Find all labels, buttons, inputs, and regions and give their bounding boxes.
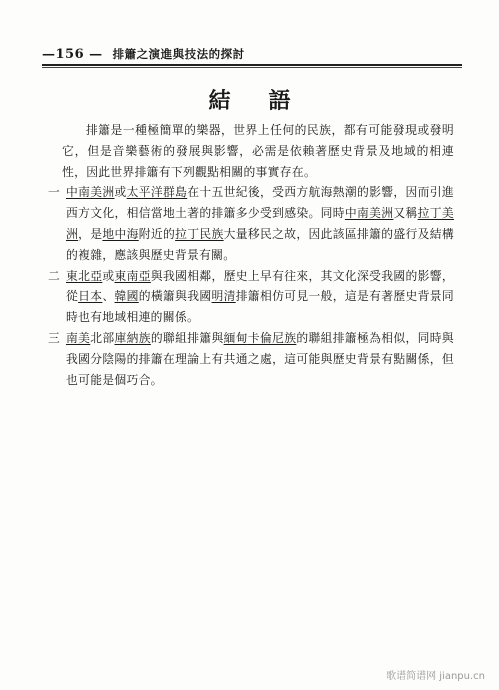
text-segment: 東北亞 [66, 268, 103, 283]
watermark: 歌谱简谱网 jianpu.cn [386, 671, 485, 682]
text-segment: 拉丁民族 [175, 226, 224, 241]
text-segment: 又稱 [393, 206, 418, 221]
text-segment: 或 [102, 268, 115, 283]
item-2-text [66, 269, 454, 325]
page-number: —156 — [42, 47, 103, 62]
text-segment: 的聯組排簫極為相似，同時與我國分陰陽的排簫在理論上有共通之處，這可能與歷史背景有點關係，但也可能是個巧合。 [66, 330, 454, 387]
text-segment: 排簫相仿可見一般，這是有著歷史背景同時也有地域相連的關係。 [66, 289, 454, 325]
text-segment: 的橫簫與我國 [138, 289, 212, 304]
text-segment: 中南美洲 [66, 185, 115, 200]
header-rule-thin [42, 67, 462, 68]
text-segment: 或 [114, 185, 127, 200]
list-marker: 一 [48, 185, 61, 200]
text-segment: 地中海 [102, 226, 139, 241]
text-segment: 日本 [78, 289, 103, 304]
section-title: 結語 [208, 88, 329, 114]
text-segment: 南美 [66, 330, 91, 345]
body-text [48, 120, 455, 390]
item-1-text [66, 185, 454, 261]
text-segment: 太平洋群島 [126, 185, 188, 200]
text-segment: 大量移民之故，因此該區排簫的盛行及結構的複雜，應該與歷史背景有關。 [66, 226, 454, 262]
list-item [48, 328, 454, 390]
text-segment: 在十五世紀後，受西方航海熱潮的影響，因而引進西方文化，相信當地土著的排簫多少受到感染。同時 [66, 185, 454, 221]
list-item [48, 182, 455, 265]
text-segment: 、 [102, 289, 115, 304]
text-segment: 韓國 [114, 289, 139, 304]
list-item [48, 266, 454, 328]
text-segment: 附近的 [138, 226, 176, 241]
text-segment: 拉丁美洲 [66, 206, 455, 241]
running-title: 排簫之演進與技法的探討 [112, 47, 245, 61]
text-segment: 的聯組排簫與 [150, 330, 224, 345]
text-segment: ，是 [78, 226, 103, 241]
text-segment: 中南美洲 [344, 206, 394, 221]
text-segment: 與我國相鄰，歷史上早有往來，其文化深受我國的影響，從 [66, 268, 454, 304]
header-rule [42, 64, 462, 66]
text-segment: 北部 [90, 330, 115, 345]
list-marker: 三 [48, 330, 61, 345]
list-marker: 二 [48, 268, 61, 283]
text-segment: 東南亞 [114, 268, 151, 283]
text-segment: 明清 [211, 289, 236, 304]
intro-paragraph: 排簫是一種極簡單的樂器，世界上任何的民族，都有可能發現或發明它，但是音樂藝術的發展與影響，必需是依賴著歷史背景及地域的相連性，因此世界排簫有下列觀點相關的事實存在。 [62, 123, 454, 179]
running-header [42, 40, 462, 62]
text-segment: 庫納族 [114, 330, 151, 345]
text-segment: 卡倫尼族 [247, 330, 297, 345]
text-segment: 緬甸 [223, 330, 248, 345]
item-3-text [66, 331, 454, 387]
